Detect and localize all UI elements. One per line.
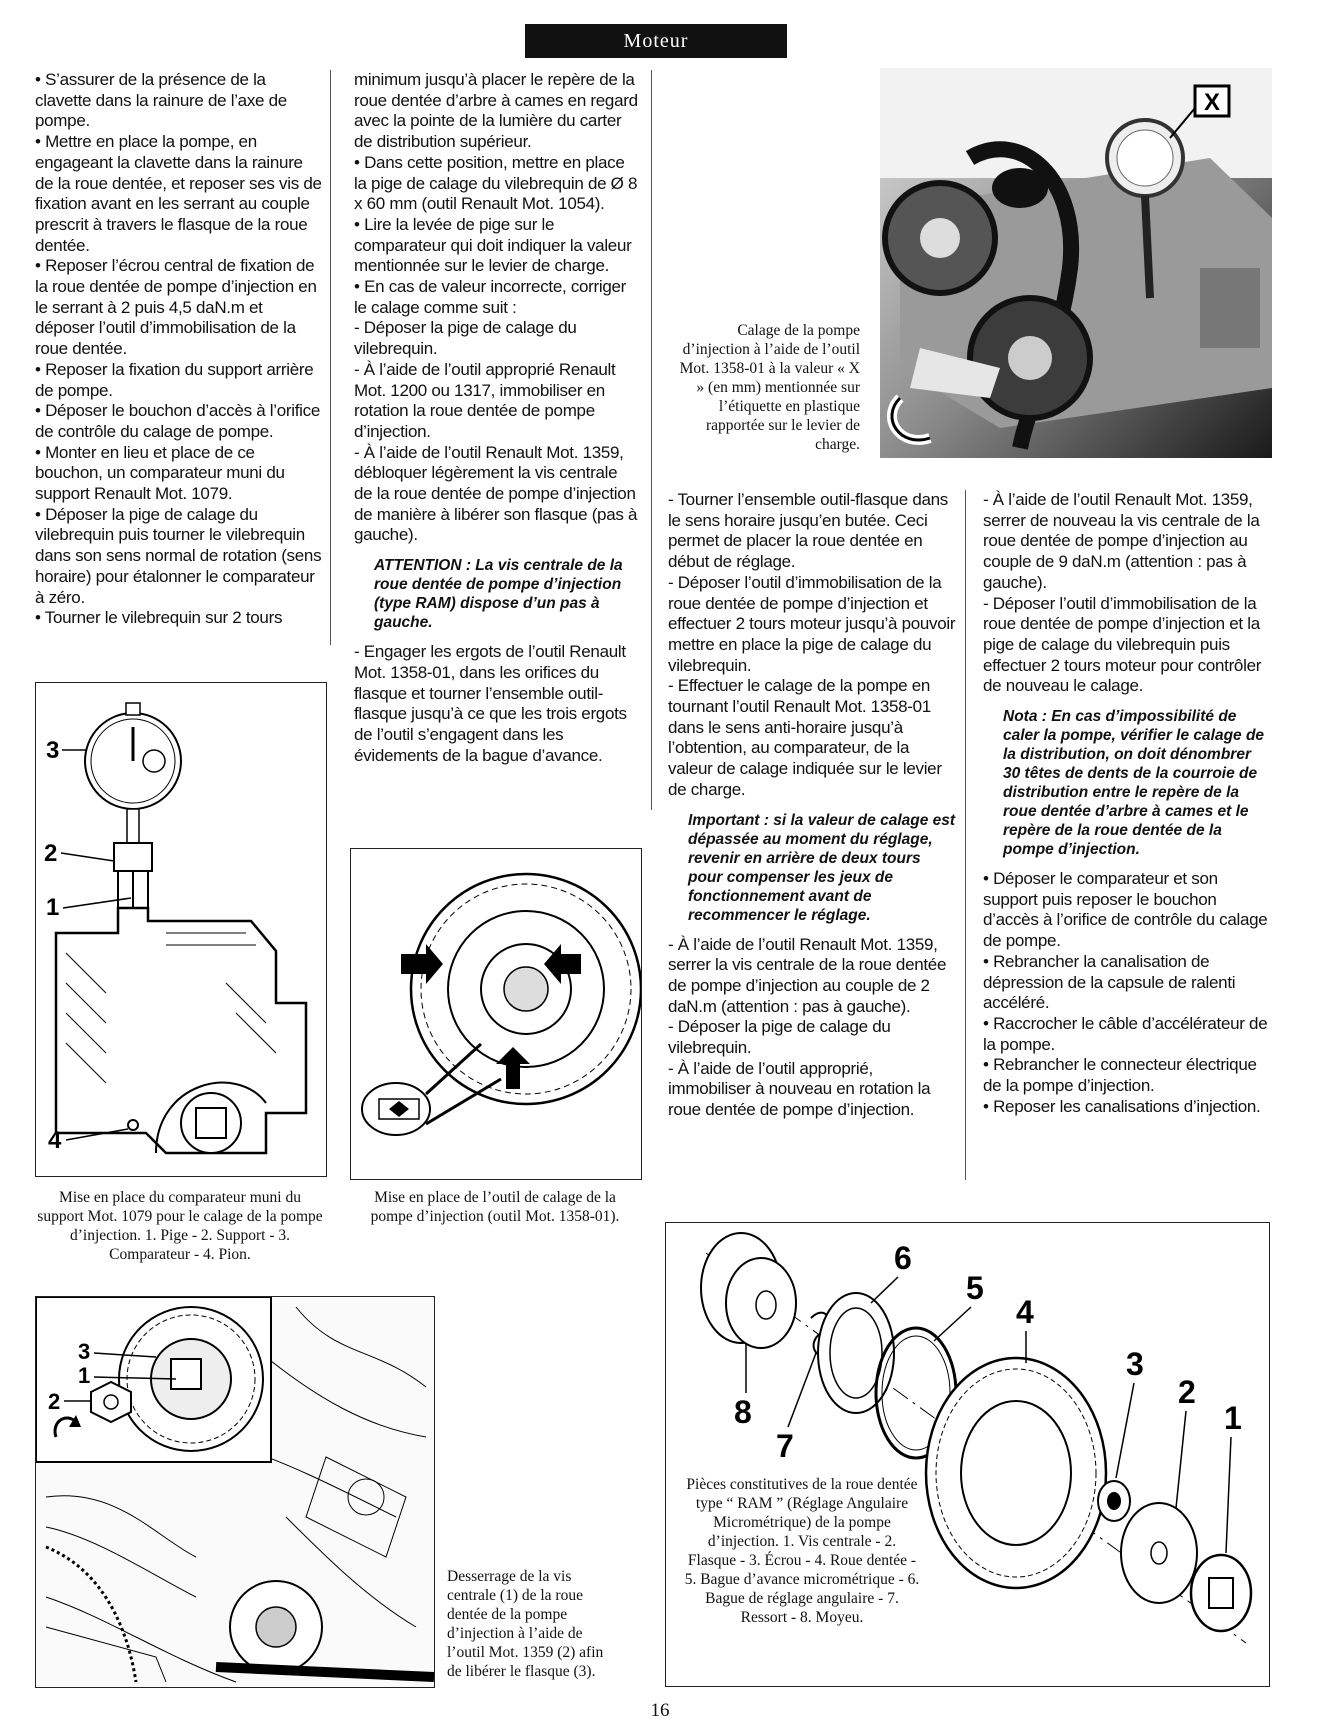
paragraph: • S’assurer de la présence de la clavette dans la rainure de l’axe de pompe.: [35, 70, 287, 131]
paragraph: • Lire la levée de pige sur le comparateur qui doit indiquer la valeur mentionnée sur le levier de charge.: [354, 214, 632, 276]
paragraph: • Dans cette position, mettre en place la pige de calage du vilebrequin de Ø 8 x 60 mm (outil Renault Mot. 1054).: [354, 152, 638, 214]
paragraph: - Engager les ergots de l’outil Renault Mot. 1358-01, dans les orifices du flasque et tourner l’ensemble outil-flasque jusqu’à ce que les trois ergots de l’outil s’engagent dans les évidements de la bague d’avance.: [354, 642, 627, 765]
label-7: 7: [776, 1428, 794, 1464]
label-8: 8: [734, 1394, 752, 1430]
label-2: 2: [48, 1389, 61, 1414]
paragraph: • Mettre en place la pompe, en engageant la clavette dans la rainure de la roue dentée, et reposer ses vis de fixation avant en les serrant au couple prescrit à travers le flasque de la roue dentée.: [35, 132, 322, 255]
paragraph: - Tourner l’ensemble outil-flasque dans le sens horaire jusqu’en butée. Ceci permet de placer la roue dentée en début de réglage.: [668, 490, 948, 572]
label-6: 6: [894, 1240, 912, 1276]
label-3: 3: [1126, 1346, 1144, 1382]
paragraph: • Reposer l’écrou central de fixation de la roue dentée de pompe d’injection en le serrant à 2 puis 4,5 daN.m et déposer l’outil d’immobilisation de la roue dentée.: [35, 256, 317, 359]
paragraph: • En cas de valeur incorrecte, corriger le calage comme suit :: [354, 277, 627, 317]
label-1: 1: [78, 1363, 91, 1388]
label-4: 4: [1016, 1294, 1034, 1330]
caption-comparator: Mise en place du comparateur muni du support Mot. 1079 pour le calage de la pompe d’injection. 1. Pige - 2. Support - 3. Comparateur - 4. Pion.: [37, 1189, 323, 1263]
column-divider: [965, 490, 966, 1180]
paragraph: - Déposer la pige de calage du vilebrequin.: [668, 1017, 891, 1058]
caption-loosen: Desserrage de la vis centrale (1) de la roue dentée de la pompe d’injection à l’aide de l’outil Mot. 1359 (2) afin de libérer le flasque (3).: [447, 1568, 604, 1680]
label-2: 2: [44, 840, 58, 867]
label-5: 5: [966, 1270, 984, 1306]
paragraph: minimum jusqu’à placer le repère de la roue dentée d’arbre à cames en regard avec la pointe de la lumière du carter de distribution supérieur.: [354, 70, 638, 152]
paragraph: • Tourner le vilebrequin sur 2 tours: [35, 608, 283, 628]
label-2: 2: [1178, 1374, 1196, 1410]
text-column-4: [983, 490, 1269, 1117]
paragraph: • Reposer la fixation du support arrière de pompe.: [35, 359, 314, 400]
paragraph: - Déposer la pige de calage du vilebrequin.: [354, 318, 577, 359]
paragraph: - À l’aide de l’outil approprié Renault Mot. 1200 ou 1317, immobiliser en rotation la roue dentée de pompe d’injection.: [354, 359, 616, 441]
figure-tool: [350, 848, 642, 1180]
column-divider: [651, 70, 652, 810]
comparator-diagram: [36, 683, 326, 1176]
text-column-3: [668, 490, 956, 1121]
paragraph: - À l’aide de l’outil Renault Mot. 1359, serrer la vis centrale de la roue dentée de pompe d’injection au couple de 2 daN.m (attention : pas à gauche).: [668, 934, 947, 1016]
caption-ram-parts: Pièces constitutives de la roue dentée type “ RAM ” (Réglage Angulaire Micrométrique) de la pompe d’injection. 1. Vis centrale - 2. Flasque - 3. Écrou - 4. Roue dentée - 5. Bague d’avance micrométrique - 6. Bague de réglage angulaire - 7. Ressort - 8. Moyeu.: [682, 1475, 922, 1627]
note-paragraph: Important : si la valeur de calage est dépassée au moment du réglage, revenir en arrière de deux tours pour compenser les jeux de fonctionnement avant de recommencer le réglage.: [688, 811, 956, 924]
paragraph: - À l’aide de l’outil approprié, immobiliser à nouveau en rotation la roue dentée de pompe d’injection.: [668, 1058, 931, 1120]
paragraph: • Rebrancher la canalisation de dépression de la capsule de ralenti accéléré.: [983, 951, 1236, 1013]
loosen-diagram: [36, 1297, 434, 1687]
label-x: X: [1203, 89, 1221, 116]
text-column-2: [354, 70, 638, 766]
text-column-1: [35, 70, 323, 629]
paragraph: • Déposer le comparateur et son support puis reposer le bouchon d’accès à l’orifice de contrôle du calage de pompe.: [983, 869, 1268, 951]
paragraph: - Déposer l’outil d’immobilisation de la roue dentée de pompe d’injection et la pige de calage du vilebrequin puis effectuer 2 tours moteur pour contrôler de nouveau le calage.: [983, 593, 1262, 696]
paragraph: • Déposer le bouchon d’accès à l’orifice de contrôle du calage de pompe.: [35, 401, 321, 441]
paragraph: - Effectuer le calage de la pompe en tournant l’outil Renault Mot. 1358-01 dans le sens anti-horaire jusqu’à l’obtention, au comparateur, de la valeur de calage indiquée sur le levier de charge.: [668, 676, 942, 799]
figure-ram-parts: [665, 1222, 1270, 1687]
caption-tool: Mise en place de l’outil de calage de la pompe d’injection (outil Mot. 1358-01).: [370, 1189, 620, 1225]
paragraph: • Raccrocher le câble d’accélérateur de la pompe.: [983, 1013, 1268, 1054]
label-3: 3: [46, 737, 60, 764]
engine-photo-art: [880, 68, 1272, 458]
paragraph: • Rebrancher le connecteur électrique de la pompe d’injection.: [983, 1055, 1257, 1096]
figure-loosen: [35, 1296, 435, 1688]
paragraph: • Déposer la pige de calage du vilebrequin puis tourner le vilebrequin dans son sens normal de rotation (sens horaire) pour étalonner le comparateur à zéro.: [35, 504, 322, 607]
figure-comparator: [35, 682, 327, 1177]
section-header: Moteur: [525, 24, 787, 58]
paragraph: - À l’aide de l’outil Renault Mot. 1359, serrer de nouveau la vis centrale de la roue dentée de pompe d’injection au couple de 9 daN.m (attention : pas à gauche).: [983, 490, 1260, 592]
label-4: 4: [48, 1127, 62, 1154]
label-3: 3: [78, 1339, 91, 1364]
tool-diagram: [351, 849, 641, 1179]
column-divider: [330, 70, 331, 645]
paragraph: - Déposer l’outil d’immobilisation de la roue dentée de pompe d’injection et effectuer 2 tours moteur jusqu’à pouvoir mettre en place la pige de calage du vilebrequin.: [668, 572, 956, 675]
label-1: 1: [46, 894, 60, 921]
caption-photo-top: Calage de la pompe d’injection à l’aide de l’outil Mot. 1358-01 à la valeur « X » (en mm) mentionnée sur l’étiquette en plastique rapportée sur le levier de charge.: [679, 322, 860, 453]
note-paragraph: ATTENTION : La vis centrale de la roue dentée de pompe d’injection (type RAM) dispose d’un pas à gauche.: [374, 557, 623, 632]
paragraph: - À l’aide de l’outil Renault Mot. 1359, débloquer légèrement la vis centrale de la roue dentée de pompe d’injection de manière à libérer son flasque (pas à gauche).: [354, 442, 638, 545]
note-paragraph: Nota : En cas d’impossibilité de caler la pompe, vérifier le calage de la distribution, on doit dénombrer 30 têtes de dents de la courroie de distribution entre le repère de la roue dentée d’arbre à cames et le repère de la roue dentée de la pompe d’injection.: [1003, 708, 1265, 859]
label-1: 1: [1224, 1400, 1242, 1436]
engine-photo: [880, 68, 1272, 458]
paragraph: • Monter en lieu et place de ce bouchon, un comparateur muni du support Renault Mot. 1079.: [35, 442, 285, 504]
page-number: 16: [650, 1700, 670, 1721]
paragraph: • Reposer les canalisations d’injection.: [983, 1096, 1261, 1116]
